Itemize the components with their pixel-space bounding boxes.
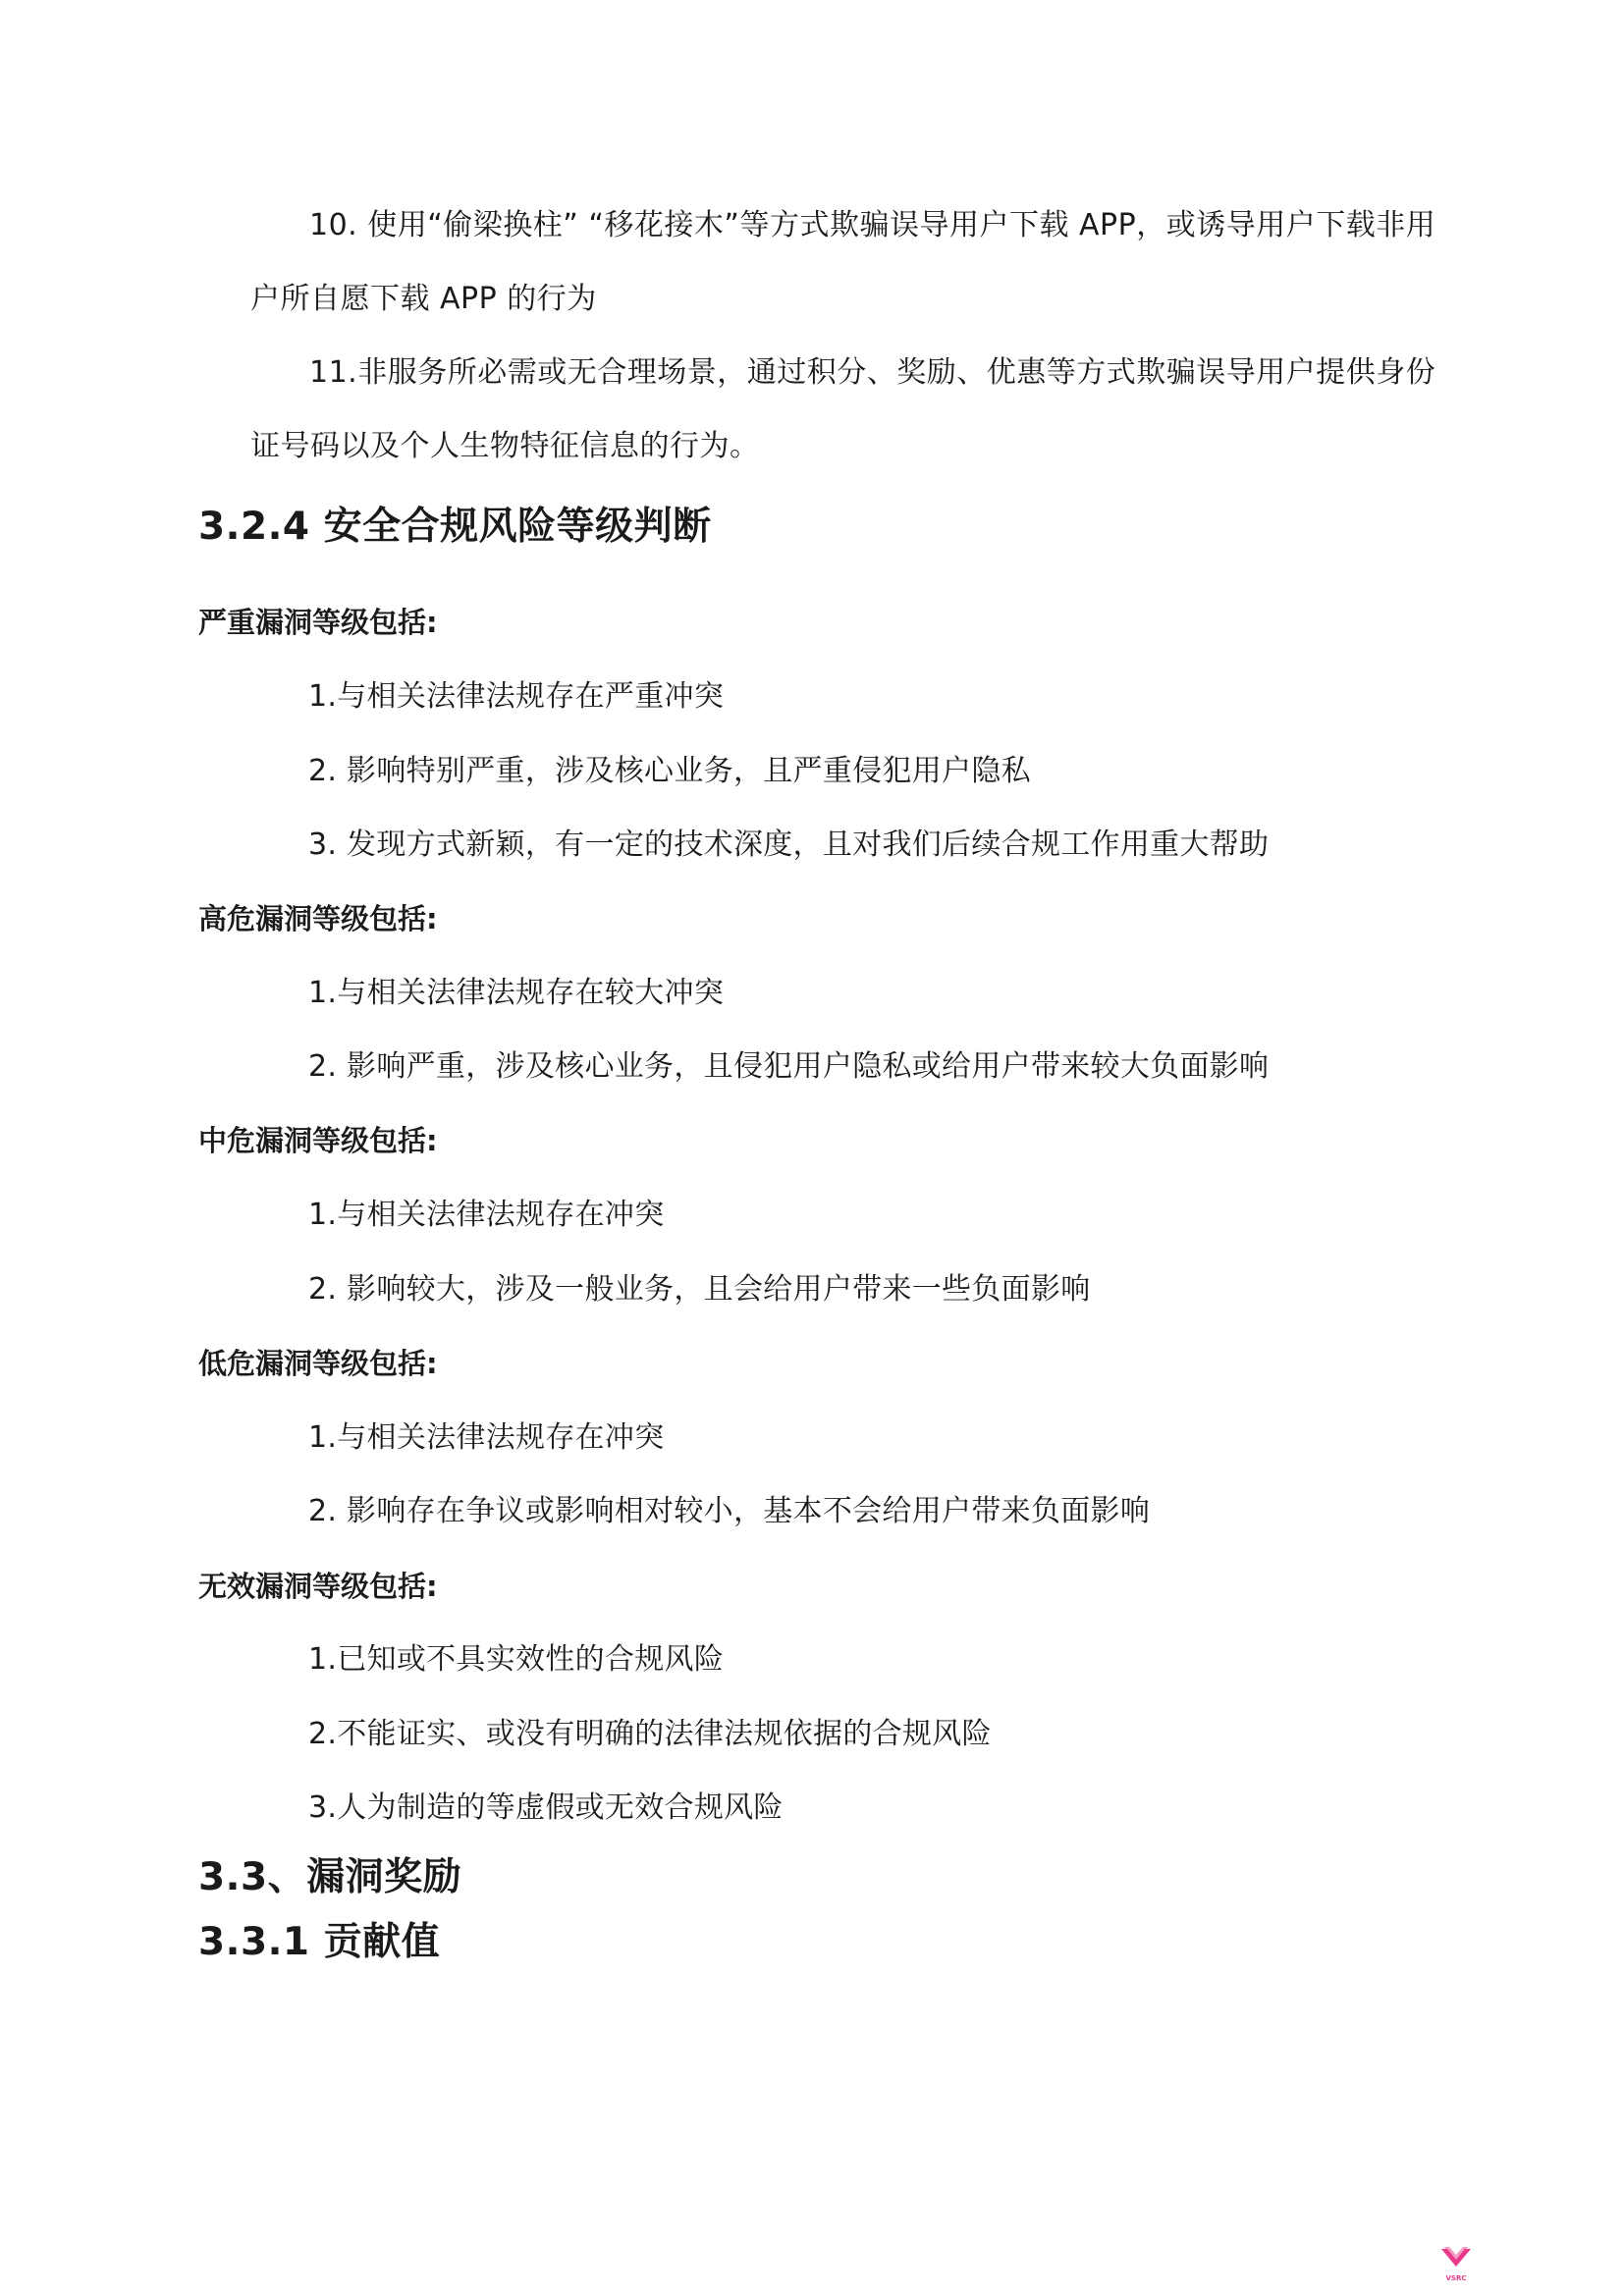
vsrc-logo-icon	[1439, 2245, 1473, 2284]
level-critical-item-3: 3. 发现方式新颖，有一定的技术深度，且对我们后续合规工作用重大帮助	[308, 828, 1270, 862]
level-medium-item-2: 2. 影响较大，涉及一般业务，且会给用户带来一些负面影响	[308, 1272, 1091, 1307]
section-title-3-2-4: 3.2.4 安全合规风险等级判断	[198, 505, 712, 549]
level-low-item-1: 1.与相关法律法规存在冲突	[308, 1420, 665, 1455]
section-title-3-3: 3.3、漏洞奖励	[198, 1855, 462, 1899]
level-heading-high: 高危漏洞等级包括:	[198, 902, 438, 935]
paragraph-item-11: 11.非服务所必需或无合理场景，通过积分、奖励、优惠等方式欺骗误导用户提供身份证号码以及个人生物特征信息的行为。	[250, 355, 1436, 463]
level-invalid-item-2: 2.不能证实、或没有明确的法律法规依据的合规风险	[308, 1717, 992, 1751]
level-invalid-item-1: 1.已知或不具实效性的合规风险	[308, 1642, 725, 1677]
vsrc-logo-text: VSRC	[1445, 2274, 1467, 2282]
level-heading-critical: 严重漏洞等级包括:	[198, 606, 438, 639]
level-invalid-item-3: 3.人为制造的等虚假或无效合规风险	[308, 1790, 784, 1825]
level-heading-invalid: 无效漏洞等级包括:	[198, 1570, 438, 1603]
paragraph-item-10: 10. 使用“偷梁换柱” “移花接木”等方式欺骗误导用户下载 APP，或诱导用户下载非用户所自愿下载 APP 的行为	[250, 208, 1436, 316]
level-heading-medium: 中危漏洞等级包括:	[198, 1124, 438, 1157]
level-critical-item-2: 2. 影响特别严重，涉及核心业务，且严重侵犯用户隐私	[308, 754, 1031, 788]
level-medium-item-1: 1.与相关法律法规存在冲突	[308, 1198, 665, 1232]
level-high-item-2: 2. 影响严重，涉及核心业务，且侵犯用户隐私或给用户带来较大负面影响	[308, 1049, 1270, 1084]
level-heading-low: 低危漏洞等级包括:	[198, 1347, 438, 1380]
level-low-item-2: 2. 影响存在争议或影响相对较小，基本不会给用户带来负面影响	[308, 1494, 1151, 1528]
level-high-item-1: 1.与相关法律法规存在较大冲突	[308, 976, 725, 1010]
level-critical-item-1: 1.与相关法律法规存在严重冲突	[308, 679, 725, 714]
section-title-3-3-1: 3.3.1 贡献值	[198, 1920, 441, 1964]
